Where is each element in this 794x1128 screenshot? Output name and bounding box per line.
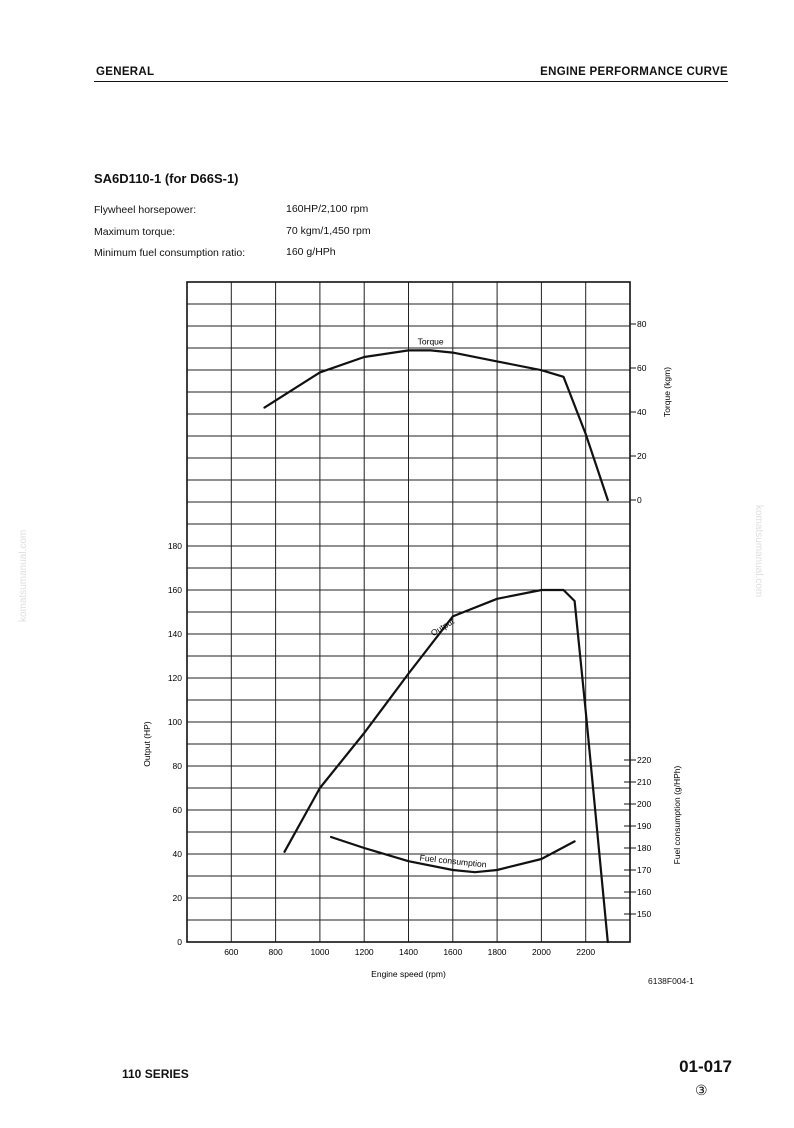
torque-tick-label: 0	[637, 495, 642, 505]
fuel-axis-label: Fuel consumption (g/HPh)	[672, 765, 682, 865]
fuel-tick-label: 160	[637, 887, 652, 897]
x-axis-label: Engine speed (rpm)	[371, 969, 446, 979]
watermark-left: komatsumanual.com	[18, 529, 29, 622]
torque-tick-label: 40	[637, 407, 647, 417]
output-tick-label: 180	[167, 541, 182, 551]
fuel-tick-label: 190	[637, 821, 652, 831]
watermark-right: komatsumanual.com	[753, 505, 764, 598]
torque-tick-label: 20	[637, 451, 647, 461]
x-tick-label: 2200	[576, 947, 596, 957]
engine-model: SA6D110-1 (for D66S-1)	[94, 171, 239, 186]
x-tick-label: 1400	[399, 947, 418, 957]
fuel-tick-label: 200	[637, 799, 652, 809]
x-tick-label: 1800	[487, 947, 507, 957]
output-tick-label: 60	[172, 805, 182, 815]
torque-series-label: Torque	[417, 336, 444, 347]
output-series-label: Output	[428, 616, 456, 639]
spec-value: 70 kgm/1,450 rpm	[286, 225, 371, 237]
footer-series: 110 SERIES	[122, 1067, 189, 1081]
output-tick-label: 120	[167, 673, 182, 683]
output-tick-label: 0	[177, 937, 182, 947]
fuel-tick-label: 210	[637, 777, 652, 787]
spec-label: Flywheel horsepower:	[94, 204, 197, 216]
output-axis-label: Output (HP)	[142, 721, 152, 767]
output-tick-label: 80	[172, 761, 182, 771]
spec-label: Minimum fuel consumption ratio:	[94, 247, 246, 259]
fuel-tick-label: 180	[637, 843, 652, 853]
x-tick-label: 1000	[310, 947, 330, 957]
figure-code: 6138F004-1	[648, 976, 694, 986]
page-number: 01-017	[679, 1057, 732, 1076]
torque-axis-label: Torque (kgm)	[662, 366, 672, 418]
fuel-tick-label: 150	[637, 909, 652, 919]
output-tick-label: 40	[172, 849, 182, 859]
spec-value: 160 g/HPh	[286, 246, 336, 258]
output-tick-label: 140	[167, 629, 182, 639]
spec-label: Maximum torque:	[94, 226, 176, 238]
output-tick-label: 20	[172, 893, 182, 903]
x-tick-label: 800	[268, 947, 283, 957]
revision-mark: ③	[695, 1082, 708, 1098]
x-tick-label: 1200	[354, 947, 374, 957]
output-tick-label: 160	[167, 585, 182, 595]
x-tick-label: 600	[224, 947, 239, 957]
fuel-series-label: Fuel consumption	[419, 852, 487, 870]
torque-tick-label: 60	[637, 363, 647, 373]
x-tick-label: 1600	[443, 947, 463, 957]
header-title: ENGINE PERFORMANCE CURVE	[540, 66, 728, 78]
output-tick-label: 100	[167, 717, 182, 727]
spec-value: 160HP/2,100 rpm	[286, 203, 369, 215]
x-tick-label: 2000	[531, 947, 551, 957]
fuel-tick-label: 170	[637, 865, 652, 875]
torque-curve	[265, 350, 608, 500]
torque-tick-label: 80	[637, 319, 647, 329]
fuel-tick-label: 220	[637, 755, 652, 765]
header-section: GENERAL	[96, 66, 155, 78]
